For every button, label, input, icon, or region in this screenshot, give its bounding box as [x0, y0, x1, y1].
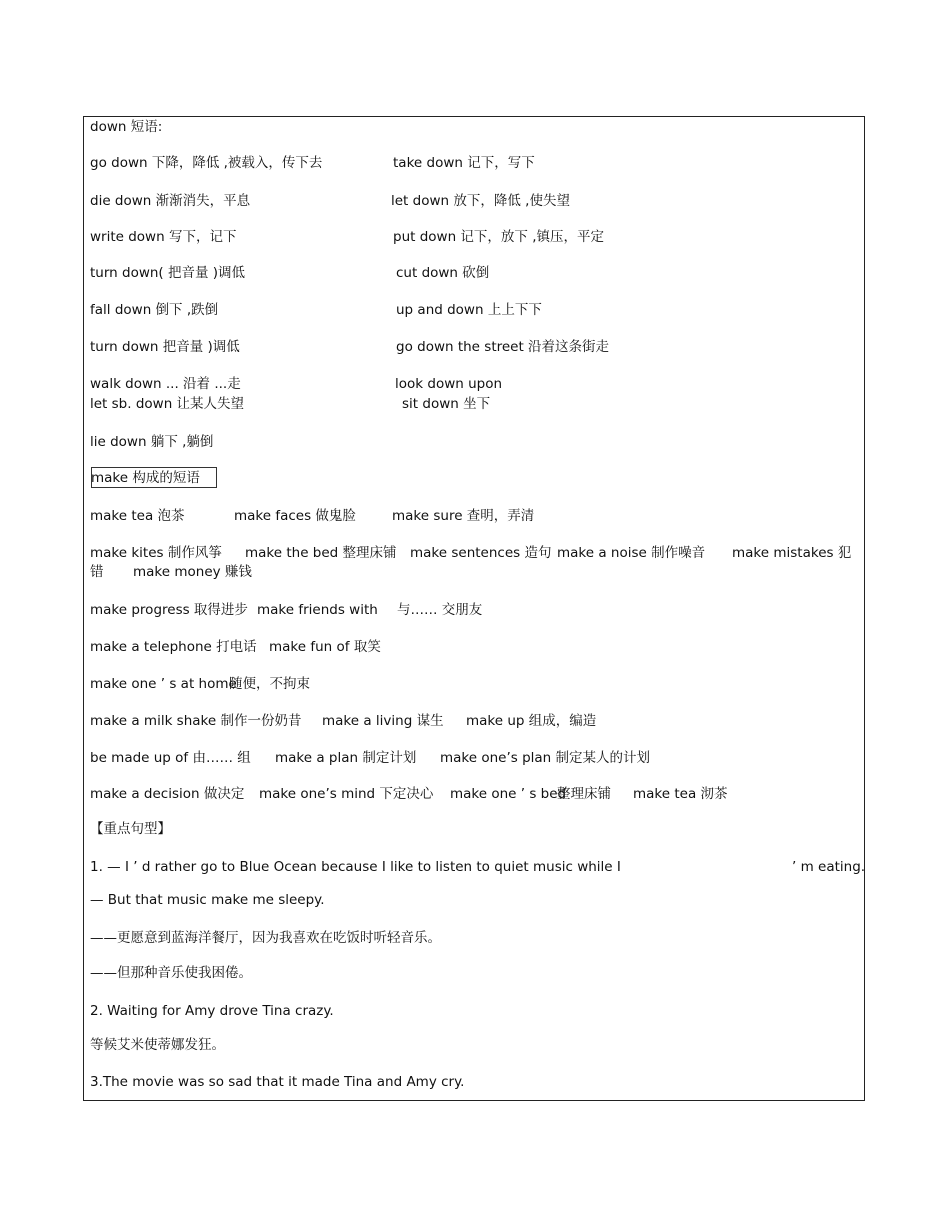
phrase-make-mistakes: make mistakes 犯: [732, 545, 852, 561]
phrase-put-down: put down 记下，放下 ,镇压，平定: [393, 229, 605, 245]
phrase-make-progress: make progress 取得进步: [90, 602, 248, 618]
phrase-write-down: write down 写下，记下: [90, 229, 237, 245]
phrase-make-a-milk-shake: make a milk shake 制作一份奶昔: [90, 713, 302, 729]
phrase-up-and-down: up and down 上上下下: [396, 302, 542, 318]
phrase-make-kites: make kites 制作风筝: [90, 545, 222, 561]
sentence-2-english: 2. Waiting for Amy drove Tina crazy.: [90, 1003, 334, 1019]
phrase-make-sentences: make sentences 造句: [410, 545, 552, 561]
phrase-be-made-up-of: be made up of 由…… 组: [90, 750, 251, 766]
sentence-1-translation: ——更愿意到蓝海洋餐厅，因为我喜欢在吃饭时听轻音乐。: [90, 930, 441, 946]
phrase-take-down: take down 记下，写下: [393, 155, 535, 171]
sentence-3-english: 3.The movie was so sad that it made Tina and Amy cry.: [90, 1074, 465, 1090]
phrase-lie-down: lie down 躺下 ,躺倒: [90, 434, 214, 450]
sentence-2-translation: 等候艾米使蒂娜发狂。: [90, 1037, 225, 1053]
phrase-make-money: make money 赚钱: [133, 564, 252, 580]
phrase-die-down: die down 渐渐消失，平息: [90, 193, 251, 209]
phrase-go-down-the-street: go down the street 沿着这条街走: [396, 339, 610, 355]
sentence-1-reply: — But that music make me sleepy.: [90, 892, 325, 908]
phrase-make-a-living: make a living 谋生: [322, 713, 444, 729]
sentence-1-english: 1. — I ’ d rather go to Blue Ocean because I like to listen to quiet music while I: [90, 859, 621, 875]
phrase-cut-down: cut down 砍倒: [396, 265, 490, 281]
sentence-1-reply-translation: ——但那种音乐使我困倦。: [90, 965, 252, 981]
phrase-make-the-bed: make the bed 整理床铺: [245, 545, 397, 561]
phrase-make-a-decision: make a decision 做决定: [90, 786, 245, 802]
phrase-make-faces: make faces 做鬼脸: [234, 508, 356, 524]
phrase-walk-down: walk down ... 沿着 ...走: [90, 376, 241, 392]
phrase-turn-down-2: turn down 把音量 )调低: [90, 339, 240, 355]
phrase-make-ones-bed: make one ’ s bed: [450, 786, 567, 802]
phrase-let-down: let down 放下，降低 ,使失望: [391, 193, 570, 209]
phrase-make-tea: make tea 泡茶: [90, 508, 185, 524]
phrase-make-a-telephone: make a telephone 打电话: [90, 639, 257, 655]
phrase-make-friends-with: make friends with: [257, 602, 378, 618]
phrase-make-a-noise: make a noise 制作噪音: [557, 545, 706, 561]
make-section-title: make 构成的短语: [91, 470, 200, 486]
sentence-1-english-end: ’ m eating.: [792, 859, 866, 875]
phrase-make-sure: make sure 查明，弄清: [392, 508, 535, 524]
phrase-make-ones-at-home: make one ’ s at home: [90, 676, 237, 692]
phrase-turn-down: turn down( 把音量 )调低: [90, 265, 246, 281]
phrase-make-ones-bed-meaning: 整理床铺: [557, 786, 611, 802]
phrase-make-mistakes-cont: 错: [90, 564, 104, 580]
phrase-make-friends-meaning: 与…… 交朋友: [397, 602, 483, 618]
phrase-make-fun-of: make fun of 取笑: [269, 639, 381, 655]
phrase-look-down-upon: look down upon: [395, 376, 503, 392]
phrase-make-ones-at-home-meaning: 随便，不拘束: [229, 676, 310, 692]
phrase-make-tea-2: make tea 沏茶: [633, 786, 728, 802]
phrase-go-down: go down 下降，降低 ,被载入，传下去: [90, 155, 323, 171]
down-section-title: down 短语:: [90, 119, 163, 135]
key-sentences-heading: 【重点句型】: [90, 821, 171, 837]
phrase-fall-down: fall down 倒下 ,跌倒: [90, 302, 219, 318]
phrase-make-a-plan: make a plan 制定计划: [275, 750, 417, 766]
phrase-make-ones-mind: make one’s mind 下定决心: [259, 786, 434, 802]
phrase-sit-down: sit down 坐下: [402, 396, 491, 412]
phrase-make-ones-plan: make one’s plan 制定某人的计划: [440, 750, 651, 766]
phrase-make-up: make up 组成，编造: [466, 713, 597, 729]
phrase-let-sb-down: let sb. down 让某人失望: [90, 396, 245, 412]
